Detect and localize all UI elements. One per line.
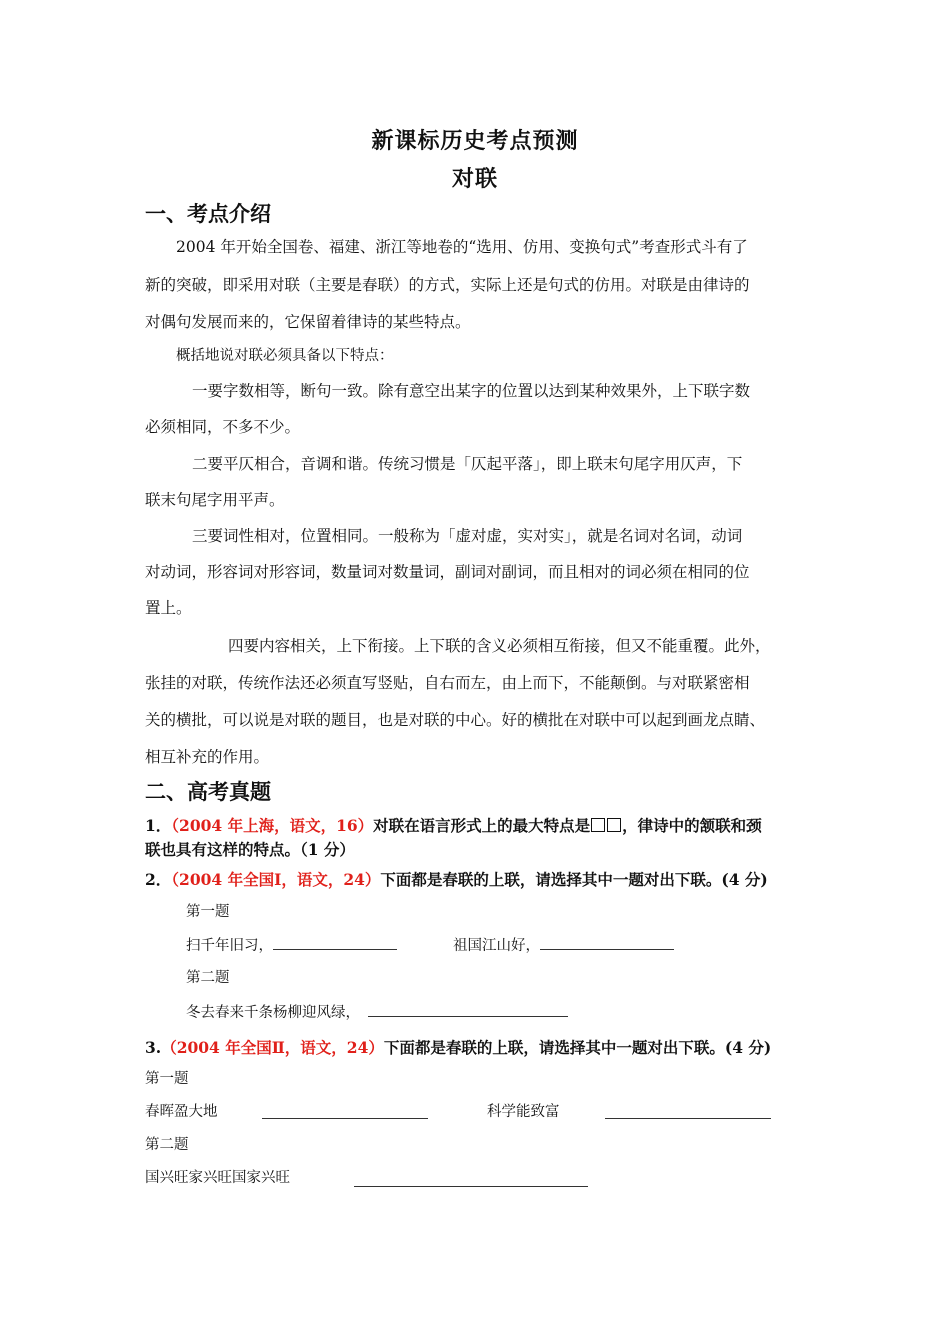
question-3-source: （2004 年全国Ⅱ，语文，24） <box>161 1038 384 1057</box>
question-1-text-b: ，律诗中的颔联和颈 <box>622 816 762 835</box>
point3-line-1: 三要词性相对，位置相同。一般称为「虚对虚，实对实」，就是名词对名词，动词 <box>192 527 743 545</box>
point4-line-1: 四要内容相关，上下衔接。上下联的含义必须相互衔接，但又不能重覆。此外， <box>228 637 771 655</box>
summary-line: 概括地说对联必须具备以下特点： <box>176 348 394 364</box>
question-1 <box>145 814 762 836</box>
question-3-item-2: 科学能致富 <box>487 1104 560 1120</box>
question-2-item-3-row <box>186 1002 568 1023</box>
question-3-group-1: 第一题 <box>145 1071 189 1087</box>
answer-blank[interactable] <box>605 1104 771 1119</box>
question-2-source: （2004 年全国Ⅰ，语文，24） <box>171 870 381 889</box>
question-2-item-2-row <box>453 935 674 956</box>
question-2-group-2: 第二题 <box>186 970 230 986</box>
question-2-item-1-row <box>186 935 397 956</box>
question-2 <box>145 868 768 890</box>
answer-box <box>607 818 621 832</box>
question-1-number: 1． <box>145 816 172 835</box>
answer-box <box>591 818 605 832</box>
question-3-item-3: 国兴旺家兴旺国家兴旺 <box>145 1170 290 1186</box>
question-3-text: 下面都是春联的上联，请选择其中一题对出下联。(4 分) <box>383 1038 772 1057</box>
question-1-source: （2004 年上海，语文，16） <box>171 816 374 835</box>
document-title: 新课标历史考点预测 <box>371 128 579 154</box>
answer-blank[interactable] <box>368 1002 568 1017</box>
question-2-group-1: 第一题 <box>186 904 230 920</box>
intro-line-1: 2004 年开始全国卷、福建、浙江等地卷的“选用、仿用、变换句式”考查形式斗有了 <box>176 238 748 256</box>
question-1-text-a: 对联在语言形式上的最大特点是 <box>373 816 591 835</box>
question-2-item-2: 祖国江山好， <box>453 938 540 954</box>
question-3-group-2: 第二题 <box>145 1137 189 1153</box>
point2-line-1: 二要平仄相合，音调和谐。传统习惯是「仄起平落」，即上联末句尾字用仄声，下 <box>192 455 743 473</box>
point4-line-2: 张挂的对联，传统作法还必须直写竖贴，自右而左，由上而下，不能颠倒。与对联紧密相 <box>145 674 750 692</box>
question-2-item-1: 扫千年旧习， <box>186 938 273 954</box>
question-3-number: 3. <box>145 1038 162 1057</box>
answer-blank[interactable] <box>273 935 397 950</box>
section-heading-exam: 二、高考真题 <box>145 779 271 804</box>
intro-line-2: 新的突破，即采用对联（主要是春联）的方式，实际上还是句式的仿用。对联是由律诗的 <box>145 276 750 294</box>
answer-blank[interactable] <box>540 935 674 950</box>
question-2-item-3: 冬去春来千条杨柳迎风绿， <box>186 1005 360 1021</box>
question-1-line-2: 联也具有这样的特点。（1 分） <box>145 840 355 859</box>
point1-line-2: 必须相同，不多不少。 <box>145 418 301 436</box>
point2-line-2: 联末句尾字用平声。 <box>145 491 285 509</box>
answer-blank[interactable] <box>262 1104 428 1119</box>
question-2-text: 下面都是春联的上联，请选择其中一题对出下联。(4 分) <box>380 870 768 889</box>
question-3-item-1: 春晖盈大地 <box>145 1104 218 1120</box>
point3-line-2: 对动词，形容词对形容词，数量词对数量词，副词对副词，而且相对的词必须在相同的位 <box>145 563 750 581</box>
question-2-number: 2． <box>145 870 172 889</box>
document-subtitle: 对联 <box>451 166 498 192</box>
question-3 <box>145 1036 771 1058</box>
point4-line-3: 关的横批，可以说是对联的题目，也是对联的中心。好的横批在对联中可以起到画龙点睛、 <box>145 711 766 729</box>
point4-line-4: 相互补充的作用。 <box>145 748 270 766</box>
point3-line-3: 置上。 <box>145 599 192 617</box>
point1-line-1: 一要字数相等，断句一致。除有意空出某字的位置以达到某种效果外，上下联字数 <box>192 382 751 400</box>
answer-blank[interactable] <box>354 1172 588 1187</box>
section-heading-intro: 一、考点介绍 <box>145 201 271 226</box>
intro-line-3: 对偶句发展而来的，它保留着律诗的某些特点。 <box>145 313 471 331</box>
